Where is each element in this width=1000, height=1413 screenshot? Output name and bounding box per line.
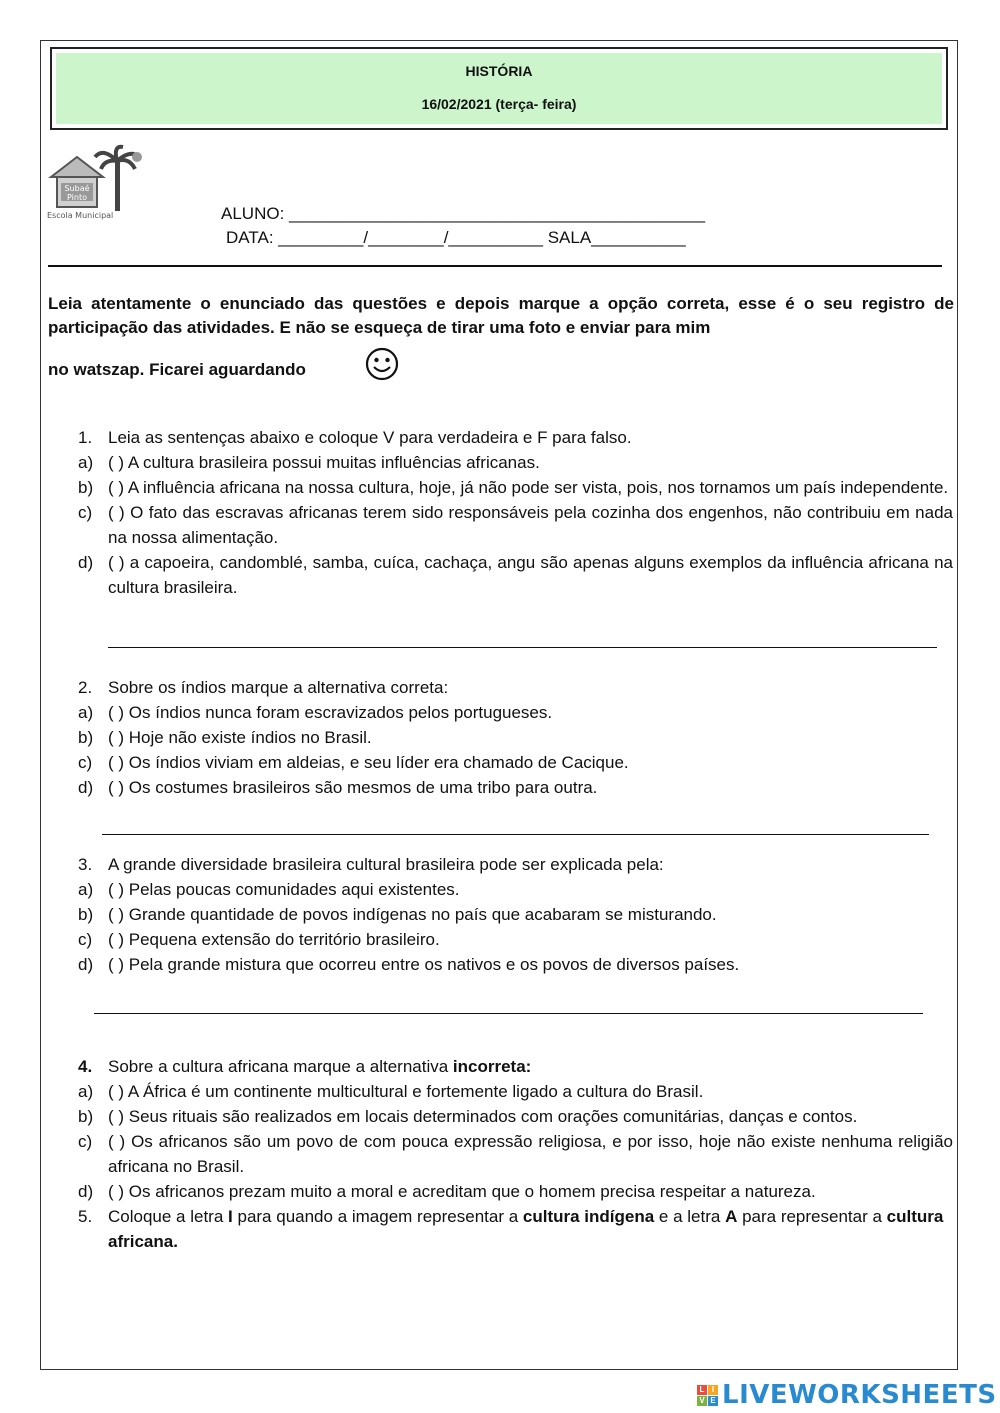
- option-text: ( ) Os costumes brasileiros são mesmos de uma tribo para outra.: [108, 778, 598, 797]
- option-letter: a): [78, 880, 94, 899]
- option-a[interactable]: [78, 1079, 953, 1104]
- option-letter: a): [78, 703, 94, 722]
- date-room-field[interactable]: DATA: _________/________/__________ SALA__________: [226, 228, 686, 247]
- option-text: ( ) Os índios nunca foram escravizados pelos portugueses.: [108, 703, 553, 722]
- brand-grid-cell: I: [708, 1385, 718, 1395]
- option-b[interactable]: [78, 902, 953, 927]
- question-number: 5.: [78, 1207, 93, 1226]
- logo-text-1: Subaé: [64, 184, 90, 193]
- header-banner: [56, 53, 942, 124]
- option-a[interactable]: [78, 877, 953, 902]
- instructions-last-line: no watszap. Ficarei aguardando: [48, 360, 306, 379]
- question-prompt: [78, 675, 953, 700]
- school-caption: Escola Municipal: [47, 211, 114, 220]
- option-a[interactable]: [78, 450, 953, 475]
- option-d[interactable]: [78, 550, 953, 600]
- option-d[interactable]: [78, 1179, 953, 1204]
- option-text: ( ) Os africanos prezam muito a moral e acreditam que o homem precisa respeitar a natureza.: [108, 1182, 816, 1201]
- question-3: [78, 852, 953, 977]
- subject-title: HISTÓRIA: [465, 63, 533, 79]
- question-text-bold: incorreta:: [452, 1057, 532, 1076]
- answer-line-3[interactable]: [94, 1013, 923, 1014]
- question-number: 3.: [78, 855, 93, 874]
- option-text: ( ) Pelas poucas comunidades aqui existentes.: [108, 880, 460, 899]
- q5-text-4: para representar a: [737, 1207, 887, 1226]
- liveworksheets-brand[interactable]: [697, 1378, 997, 1412]
- option-letter: b): [78, 728, 94, 747]
- option-text: ( ) A cultura brasileira possui muitas influências africanas.: [108, 453, 540, 472]
- option-text: ( ) Hoje não existe índios no Brasil.: [108, 728, 372, 747]
- question-number: 2.: [78, 678, 93, 697]
- q5-text-2: para quando a imagem representar a: [232, 1207, 523, 1226]
- q5-text-3: e a letra: [654, 1207, 726, 1226]
- header-box: [50, 47, 948, 130]
- question-text: A grande diversidade brasileira cultural brasileira pode ser explicada pela:: [108, 855, 664, 874]
- option-letter: d): [78, 955, 94, 974]
- question-number: 4.: [78, 1057, 93, 1076]
- question-1: [78, 425, 953, 600]
- brand-grid-icon: [697, 1385, 718, 1406]
- question-text-plain: Sobre a cultura africana marque a alternativa: [108, 1057, 453, 1076]
- student-name-field[interactable]: ALUNO: ____________________________________________: [221, 204, 706, 223]
- option-text: ( ) Os africanos são um povo de com pouca expressão religiosa, e por isso, hoje não existe nenhuma religião africana no Brasil.: [108, 1132, 953, 1176]
- q5-bold-4: cultura africana.: [108, 1207, 944, 1251]
- question-text: Sobre os índios marque a alternativa correta:: [108, 678, 449, 697]
- q5-bold-3: A: [725, 1207, 738, 1226]
- option-c[interactable]: [78, 1129, 953, 1179]
- smiley-icon: [364, 346, 400, 382]
- q5-bold-1: I: [228, 1207, 233, 1226]
- option-text: ( ) O fato das escravas africanas terem sido responsáveis pela cozinha dos engenhos, não contribuiu em nada na nossa alimentação.: [108, 503, 953, 547]
- option-letter: b): [78, 478, 94, 497]
- answer-line-1[interactable]: [108, 647, 937, 648]
- option-a[interactable]: [78, 700, 953, 725]
- question-number: 1.: [78, 428, 93, 447]
- instructions-text: Leia atentamente o enunciado das questões e depois marque a opção correta, esse é o seu registro de participação das atividades. E não se esqueça de tirar uma foto e enviar para mim: [48, 294, 954, 337]
- option-b[interactable]: [78, 725, 953, 750]
- option-letter: a): [78, 453, 94, 472]
- question-text: Leia as sentenças abaixo e coloque V para verdadeira e F para falso.: [108, 428, 632, 447]
- option-letter: d): [78, 1182, 94, 1201]
- option-c[interactable]: [78, 927, 953, 952]
- option-letter: b): [78, 1107, 94, 1126]
- option-d[interactable]: [78, 775, 953, 800]
- option-letter: c): [78, 930, 93, 949]
- option-text: ( ) Pela grande mistura que ocorreu entre os nativos e os povos de diversos países.: [108, 955, 740, 974]
- header-date: 16/02/2021 (terça- feira): [421, 96, 577, 112]
- option-b[interactable]: [78, 475, 953, 500]
- option-letter: c): [78, 1132, 93, 1151]
- option-d[interactable]: [78, 952, 953, 977]
- option-letter: c): [78, 503, 93, 522]
- brand-grid-cell: L: [697, 1385, 707, 1395]
- question-5: [78, 1204, 953, 1254]
- option-letter: c): [78, 753, 93, 772]
- divider: [48, 265, 942, 267]
- question-prompt: [78, 852, 953, 877]
- option-text: ( ) a capoeira, candomblé, samba, cuíca, cachaça, angu são apenas alguns exemplos da influência africana na cultura brasileira.: [108, 553, 953, 597]
- option-b[interactable]: [78, 1104, 953, 1129]
- brand-grid-cell: E: [708, 1396, 718, 1406]
- option-text: ( ) A influência africana na nossa cultura, hoje, já não pode ser vista, pois, nos tornamos um país independente.: [108, 478, 949, 497]
- option-letter: a): [78, 1082, 94, 1101]
- option-text: ( ) Grande quantidade de povos indígenas no país que acabaram se misturando.: [108, 905, 717, 924]
- option-letter: b): [78, 905, 94, 924]
- option-letter: d): [78, 553, 94, 572]
- question-2: [78, 675, 953, 800]
- brand-text: LIVEWORKSHEETS: [722, 1380, 997, 1410]
- brand-grid-cell: V: [697, 1396, 707, 1406]
- option-text: ( ) Seus rituais são realizados em locais determinados com orações comunitárias, danças e contos.: [108, 1107, 858, 1126]
- q5-bold-2: cultura indígena: [522, 1207, 655, 1226]
- option-text: ( ) Pequena extensão do território brasileiro.: [108, 930, 440, 949]
- answer-line-2[interactable]: [102, 834, 929, 835]
- option-text: ( ) A África é um continente multicultural e fortemente ligado a cultura do Brasil.: [108, 1082, 704, 1101]
- option-text: ( ) Os índios viviam em aldeias, e seu líder era chamado de Cacique.: [108, 753, 629, 772]
- option-letter: d): [78, 778, 94, 797]
- question-prompt: [78, 1054, 953, 1079]
- question-4: [78, 1054, 953, 1254]
- question-text: [108, 1054, 953, 1079]
- option-c[interactable]: [78, 750, 953, 775]
- q5-text-1: Coloque a letra: [108, 1207, 229, 1226]
- question-text: [108, 1204, 953, 1254]
- logo-text-2: Pinto: [67, 193, 87, 202]
- question-prompt: [78, 425, 953, 450]
- option-c[interactable]: [78, 500, 953, 550]
